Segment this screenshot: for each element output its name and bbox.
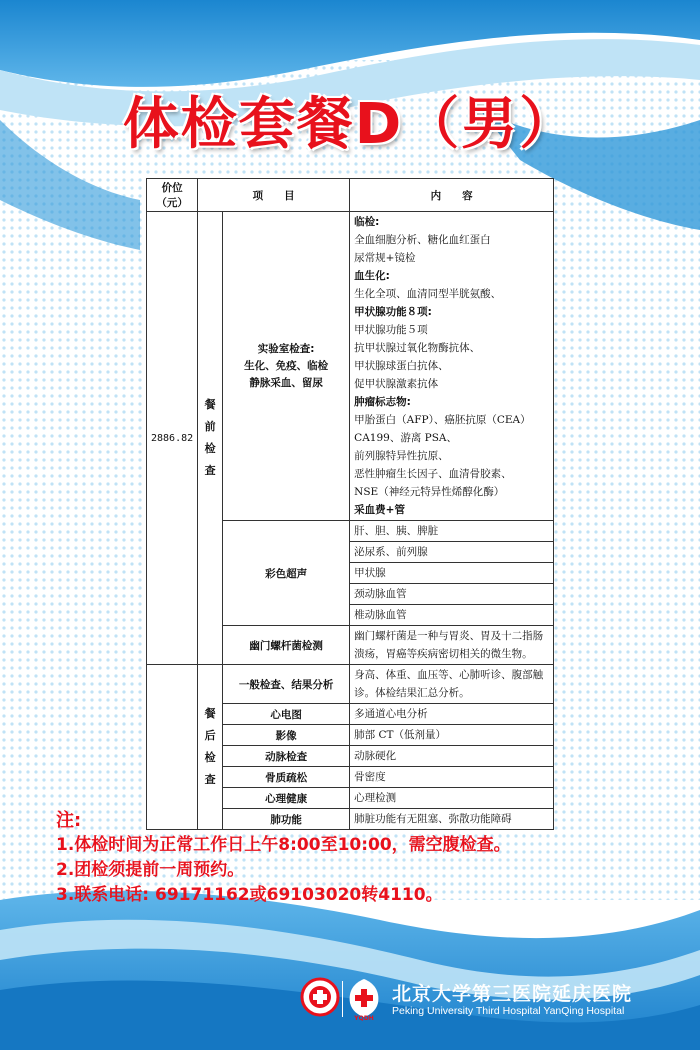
lab-content-line: CA199、游离 PSA、 xyxy=(354,432,457,444)
lab-content-line: 恶性肿瘤生长因子、血清骨胶素、 xyxy=(354,468,512,480)
lab-content-line: 甲状腺功能８项: xyxy=(354,306,432,318)
lab-content xyxy=(350,212,554,521)
post-content: 动脉硬化 xyxy=(350,746,554,767)
post-item: 动脉检查 xyxy=(223,746,350,767)
hospital-logo-icon xyxy=(346,977,382,1021)
header-content: 内 容 xyxy=(350,179,554,212)
lab-content-line: 采血费+管 xyxy=(354,504,405,516)
notes xyxy=(56,808,511,908)
lab-content-line: 甲状腺球蛋白抗体、 xyxy=(354,360,449,372)
note-item: 2.团检须提前一周预约。 xyxy=(56,860,245,880)
post-item: 心电图 xyxy=(223,704,350,725)
logo-separator xyxy=(342,981,343,1017)
price-cell: 2886.82 xyxy=(147,212,198,665)
post-item: 骨质疏松 xyxy=(223,767,350,788)
pre-meal-label xyxy=(198,212,223,665)
lab-content-line: 甲胎蛋白（AFP）、癌胚抗原（CEA） xyxy=(354,414,531,426)
note-item: 1.体检时间为正常工作日上午8:00至10:00，需空腹检查。 xyxy=(56,835,511,855)
lab-content-line: 促甲状腺激素抗体 xyxy=(354,378,439,390)
header-price: 价位 （元） xyxy=(147,179,198,212)
post-content: 骨密度 xyxy=(350,767,554,788)
red-cross-emblem-icon xyxy=(300,977,340,1017)
lab-content-line: 肿瘤标志物: xyxy=(354,396,411,408)
hospital-name-cn: 北京大学第三医院延庆医院 xyxy=(392,983,633,1005)
post-item: 影像 xyxy=(223,725,350,746)
page-title: 体检套餐D（男） xyxy=(122,92,578,157)
post-item: 心理健康 xyxy=(223,788,350,809)
post-content: 身高、体重、血压等、心肺听诊、腹部触诊。体检结果汇总分析。 xyxy=(350,665,554,704)
post-meal-label-text: 餐 后 检 查 xyxy=(204,707,216,786)
post-content: 多通道心电分析 xyxy=(350,704,554,725)
footer xyxy=(300,975,680,1025)
ultrasound-row: 椎动脉血管 xyxy=(350,605,554,626)
post-content: 肺部 CT（低剂量） xyxy=(350,725,554,746)
post-item: 肺功能 xyxy=(223,809,350,830)
logo-text: YQDH xyxy=(354,1015,374,1021)
lab-content-line: 临检: xyxy=(354,216,380,228)
price-cell-empty xyxy=(147,665,198,830)
lab-item: 实验室检查: 生化、免疫、临检 静脉采血、留尿 xyxy=(223,212,350,521)
ultrasound-item: 彩色超声 xyxy=(223,521,350,626)
lab-content-line: 甲状腺功能５项 xyxy=(354,324,428,336)
notes-heading: 注: xyxy=(56,810,82,831)
lab-content-line: NSE（神经元特异性烯醇化酶） xyxy=(354,486,505,498)
post-meal-label xyxy=(198,665,223,830)
ultrasound-row: 泌尿系、前列腺 xyxy=(350,542,554,563)
post-item: 一般检查、结果分析 xyxy=(223,665,350,704)
lab-content-line: 生化全项、血清同型半胱氨酸、 xyxy=(354,288,502,300)
lab-content-line: 尿常规+镜检 xyxy=(354,252,416,264)
post-content: 肺脏功能有无阻塞、弥散功能障碍 xyxy=(350,809,554,830)
note-item: 3.联系电话: 69171162或69103020转4110。 xyxy=(56,885,443,905)
header-item: 项 目 xyxy=(198,179,350,212)
ultrasound-row: 甲状腺 xyxy=(350,563,554,584)
hp-item: 幽门螺杆菌检测 xyxy=(223,626,350,665)
lab-content-line: 前列腺特异性抗原、 xyxy=(354,450,449,462)
lab-content-line: 全血细胞分析、糖化血红蛋白 xyxy=(354,234,491,246)
post-content: 心理检测 xyxy=(350,788,554,809)
lab-content-line: 血生化: xyxy=(354,270,390,282)
package-table xyxy=(146,178,554,830)
ultrasound-row: 颈动脉血管 xyxy=(350,584,554,605)
pre-meal-label-text: 餐 前 检 查 xyxy=(204,398,216,477)
lab-content-line: 抗甲状腺过氧化物酶抗体、 xyxy=(354,342,481,354)
hp-content: 幽门螺杆菌是一种与胃炎、胃及十二指肠溃疡，胃癌等疾病密切相关的微生物。 xyxy=(350,626,554,665)
hospital-name-en: Peking University Third Hospital YanQing Hospital xyxy=(392,1005,625,1017)
ultrasound-row: 肝、胆、胰、脾脏 xyxy=(350,521,554,542)
